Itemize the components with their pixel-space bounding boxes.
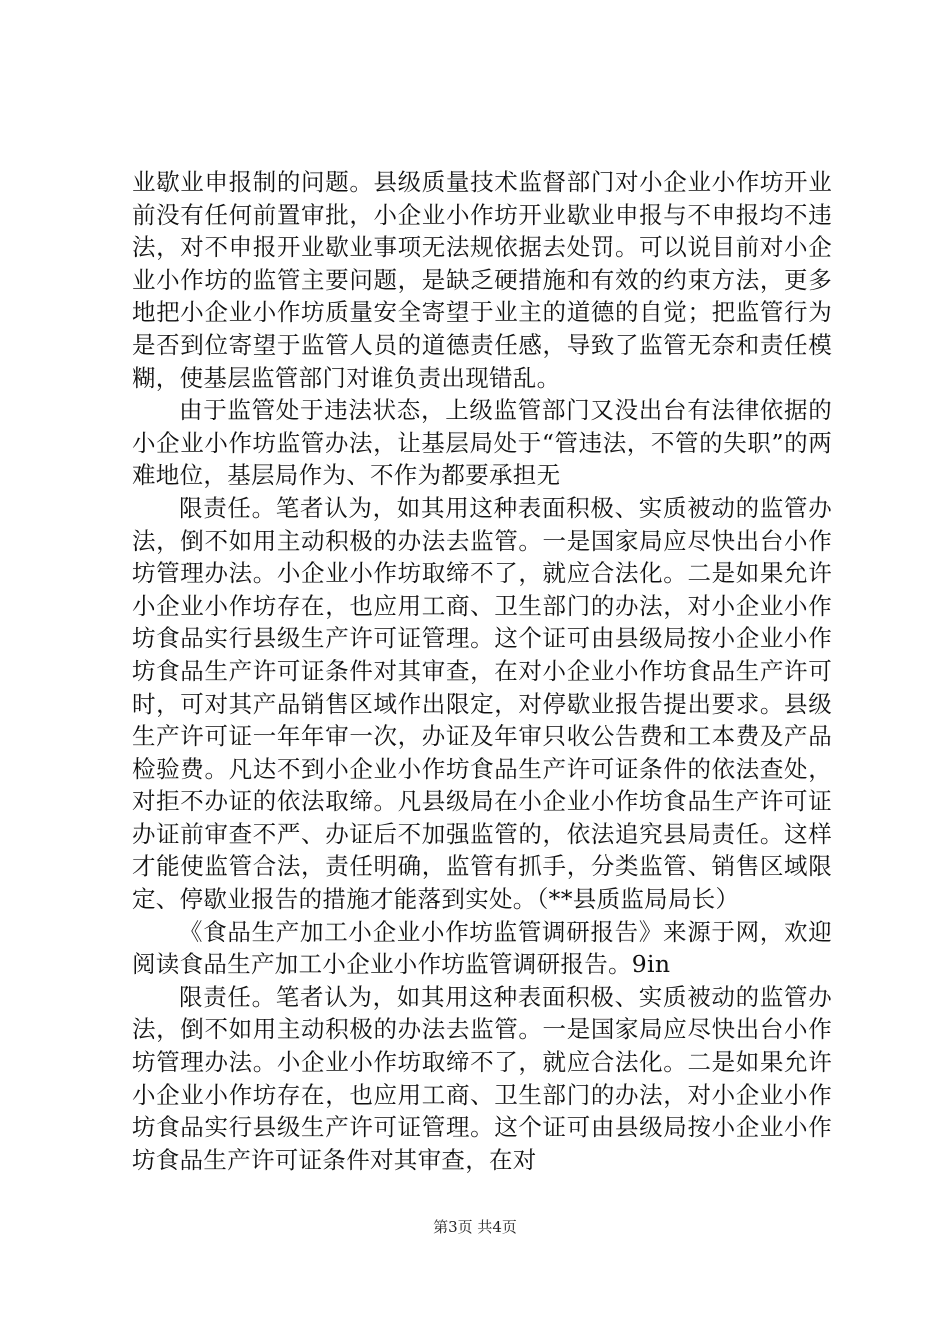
paragraph-continuation: 业歇业申报制的问题。县级质量技术监督部门对小企业小作坊开业前没有任何前置审批，小企业小作坊开业歇业申报与不申报均不违法，对不申报开业歇业事项无法规依据去处罚。可以说目前对小企业小作坊的监管主要问题，是缺乏硬措施和有效的约束方法，更多地把小企业小作坊质量安全寄望于业主的道德的自觉；把监管行为是否到位寄望于监管人员的道德责任感，导致了监管无奈和责任模糊，使基层监管部门对谁负责出现错乱。 [132, 168, 832, 392]
document-body [132, 166, 832, 1176]
paragraph: 由于监管处于违法状态，上级监管部门又没出台有法律依据的小企业小作坊监管办法，让基层局处于“管违法，不管的失职”的两难地位，基层局作为、不作为都要承担无 [132, 396, 832, 490]
paragraph: 限责任。笔者认为，如其用这种表面积极、实质被动的监管办法，倒不如用主动积极的办法去监管。一是国家局应尽快出台小作坊管理办法。小企业小作坊取缔不了，就应合法化。二是如果允许小企业小作坊存在，也应用工商、卫生部门的办法，对小企业小作坊食品实行县级生产许可证管理。这个证可由县级局按小企业小作坊食品生产许可证条件对其审查，在对 [132, 982, 832, 1174]
page-number-footer: 第3页 共4页 [433, 1218, 517, 1236]
paragraph-source-note: 《食品生产加工小企业小作坊监管调研报告》来源于网，欢迎阅读食品生产加工小企业小作坊监管调研报告。9in [132, 917, 832, 979]
paragraph: 限责任。笔者认为，如其用这种表面积极、实质被动的监管办法，倒不如用主动积极的办法去监管。一是国家局应尽快出台小作坊管理办法。小企业小作坊取缔不了，就应合法化。二是如果允许小企业小作坊存在，也应用工商、卫生部门的办法，对小企业小作坊食品实行县级生产许可证管理。这个证可由县级局按小企业小作坊食品生产许可证条件对其审查，在对小企业小作坊食品生产许可时，可对其产品销售区域作出限定，对停歇业报告提出要求。县级生产许可证一年年审一次，办证及年审只收公告费和工本费及产品检验费。凡达不到小企业小作坊食品生产许可证条件的依法查处，对拒不办证的依法取缔。凡县级局在小企业小作坊食品生产许可证办证前审查不严、办证后不加强监管的，依法追究县局责任。这样才能使监管合法，责任明确，监管有抓手，分类监管、销售区域限定、停歇业报告的措施才能落到实处。（**县质监局局长） [132, 493, 832, 914]
